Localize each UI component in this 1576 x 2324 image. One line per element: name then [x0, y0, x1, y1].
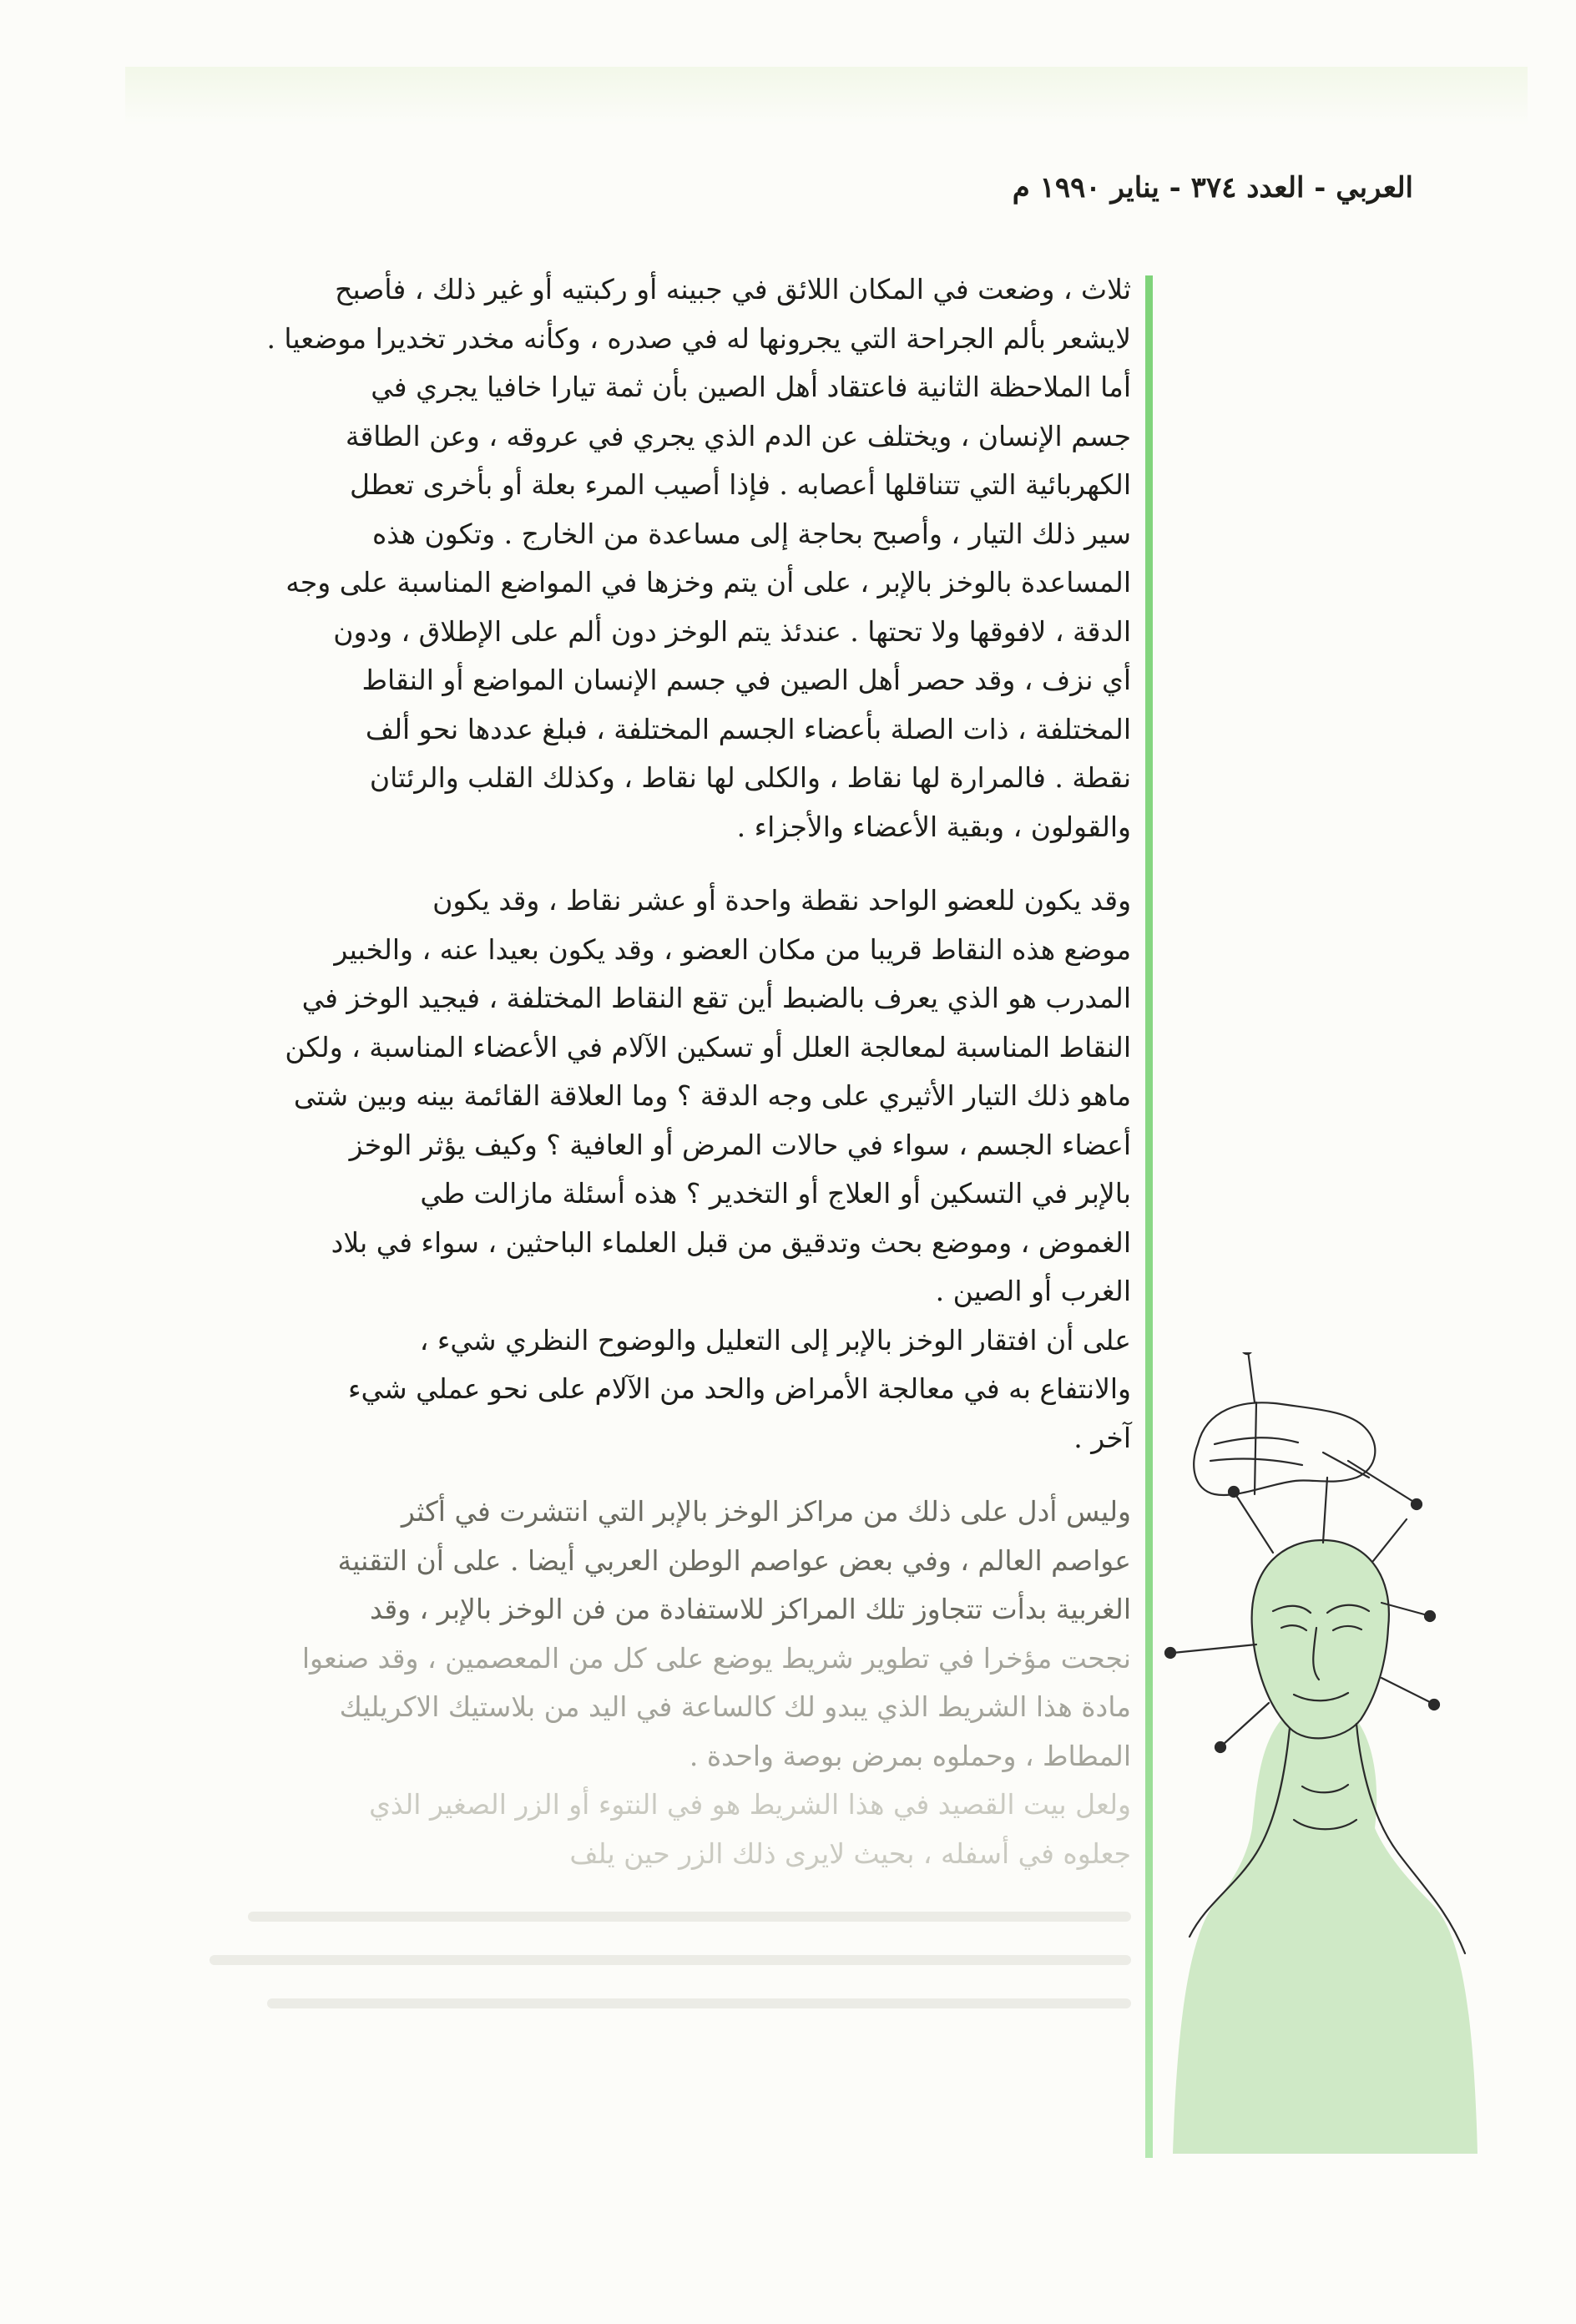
text-line: والانتفاع به في معالجة الأمراض والحد من الآلام على نحو عملي شيء	[347, 1372, 1131, 1405]
text-line: وليس أدل على ذلك من مراكز الوخز بالإبر التي انتشرت في أكثر	[401, 1495, 1131, 1528]
text-line: أما الملاحظة الثانية فاعتقاد أهل الصين بأن ثمة تيارا خافيا يجري في	[371, 371, 1131, 403]
text-line: جسم الإنسان ، ويختلف عن الدم الذي يجري في عروقه ، وعن الطاقة	[345, 419, 1131, 452]
text-line: آخر .	[1073, 1421, 1131, 1454]
acupuncture-figure-illustration	[1156, 1352, 1490, 2162]
text-line: عواصم العالم ، وفي بعض عواصم الوطن العربي أيضا . على أن التقنية	[337, 1543, 1131, 1577]
text-line: الدقة ، لافوقها ولا تحتها . عندئذ يتم الوخز دون ألم على الإطلاق ، ودون	[333, 614, 1131, 648]
paragraph	[171, 877, 1131, 1316]
text-line: نجحت مؤخرا في تطوير شريط يوضع على كل من المعصمين ، وقد صنعوا	[301, 1641, 1131, 1675]
text-line: المطاط ، وحملوه بمرض بوصة واحدة .	[689, 1739, 1131, 1772]
paragraph	[171, 1316, 1131, 1463]
text-line: ولعل بيت القصيد في هذا الشريط هو في النتوء أو الزر الصغير الذي	[369, 1788, 1131, 1821]
text-line: ماهو ذلك التيار الأثيري على وجه الدقة ؟ وما العلاقة القائمة بينه وبين شتى	[293, 1079, 1131, 1112]
text-line: على أن افتقار الوخز بالإبر إلى التعليل والوضوح النظري شيء ،	[419, 1323, 1131, 1357]
text-line: لايشعر بألم الجراحة التي يجرونها له في صدره ، وكأنه مخدر تخديرا موضعيا .	[266, 321, 1131, 355]
text-line: المدرب هو الذي يعرف بالضبط أين تقع النقاط المختلفة ، فيجيد الوخز في	[301, 982, 1131, 1014]
running-header: العربي - العدد ٣٧٤ - يناير ١٩٩٠ م	[1012, 171, 1413, 205]
text-line: بالإبر في التسكين أو العلاج أو التخدير ؟ هذه أسئلة مازالت طي	[420, 1177, 1131, 1210]
text-line: ثلاث ، وضعت في المكان اللائق في جبينه أو ركبتيه أو غير ذلك ، فأصبح	[335, 273, 1131, 306]
text-line: النقاط المناسبة لمعالجة العلل أو تسكين الآلام في الأعضاء المناسبة ، ولكن	[285, 1030, 1131, 1063]
paragraph	[171, 363, 1131, 851]
text-line: سير ذلك التيار ، وأصبح بحاجة إلى مساعدة من الخارج . وتكون هذه	[372, 517, 1131, 550]
text-line: أعضاء الجسم ، سواء في حالات المرض أو العافية ؟ وكيف يؤثر الوخز	[349, 1128, 1131, 1161]
text-line: المختلفة ، ذات الصلة بأعضاء الجسم المختلفة ، فبلغ عددها نحو ألف	[365, 712, 1131, 745]
text-line: نقطة . فالمرارة لها نقاط ، والكلى لها نقاط ، وكذلك القلب والرئتان	[369, 761, 1131, 794]
text-line: والقولون ، وبقية الأعضاء والأجزاء .	[736, 810, 1131, 843]
text-line: مادة هذا الشريط الذي يبدو لك كالساعة في اليد من بلاستيك الاكريليك	[339, 1690, 1131, 1723]
paragraph	[171, 1781, 1131, 1878]
text-line: موضع هذه النقاط قريبا من مكان العضو ، وقد يكون بعيدا عنه ، والخبير	[334, 932, 1131, 966]
text-line: أي نزف ، وقد حصر أهل الصين في جسم الإنسان المواضع أو النقاط	[361, 664, 1131, 696]
text-line: المساعدة بالوخز بالإبر ، على أن يتم وخزها في المواضع المناسبة على وجه	[285, 566, 1131, 599]
text-line: جعلوه في أسفله ، بحيث لايرى ذلك الزر حين يلف	[569, 1836, 1131, 1870]
text-line: الكهربائية التي تتناقلها أعصابه . فإذا أصيب المرء بعلة أو بأخرى تعطل	[350, 468, 1131, 501]
faded-text-block	[171, 1912, 1131, 2008]
text-line: الغربية بدأت تتجاوز تلك المراكز للاستفادة من فن الوخز بالإبر ، وقد	[370, 1593, 1131, 1625]
page-top-tint	[125, 67, 1528, 125]
paragraph	[171, 265, 1131, 363]
paragraph	[171, 1488, 1131, 1781]
text-line: الغموض ، وموضع بحث وتدقيق من قبل العلماء الباحثين ، سواء في بلاد	[331, 1225, 1131, 1259]
text-line: الغرب أو الصين .	[935, 1275, 1131, 1307]
text-line: وقد يكون للعضو الواحد نقطة واحدة أو عشر نقاط ، وقد يكون	[432, 884, 1131, 917]
article-body	[171, 265, 1131, 2008]
green-column-rule	[1145, 275, 1153, 2158]
